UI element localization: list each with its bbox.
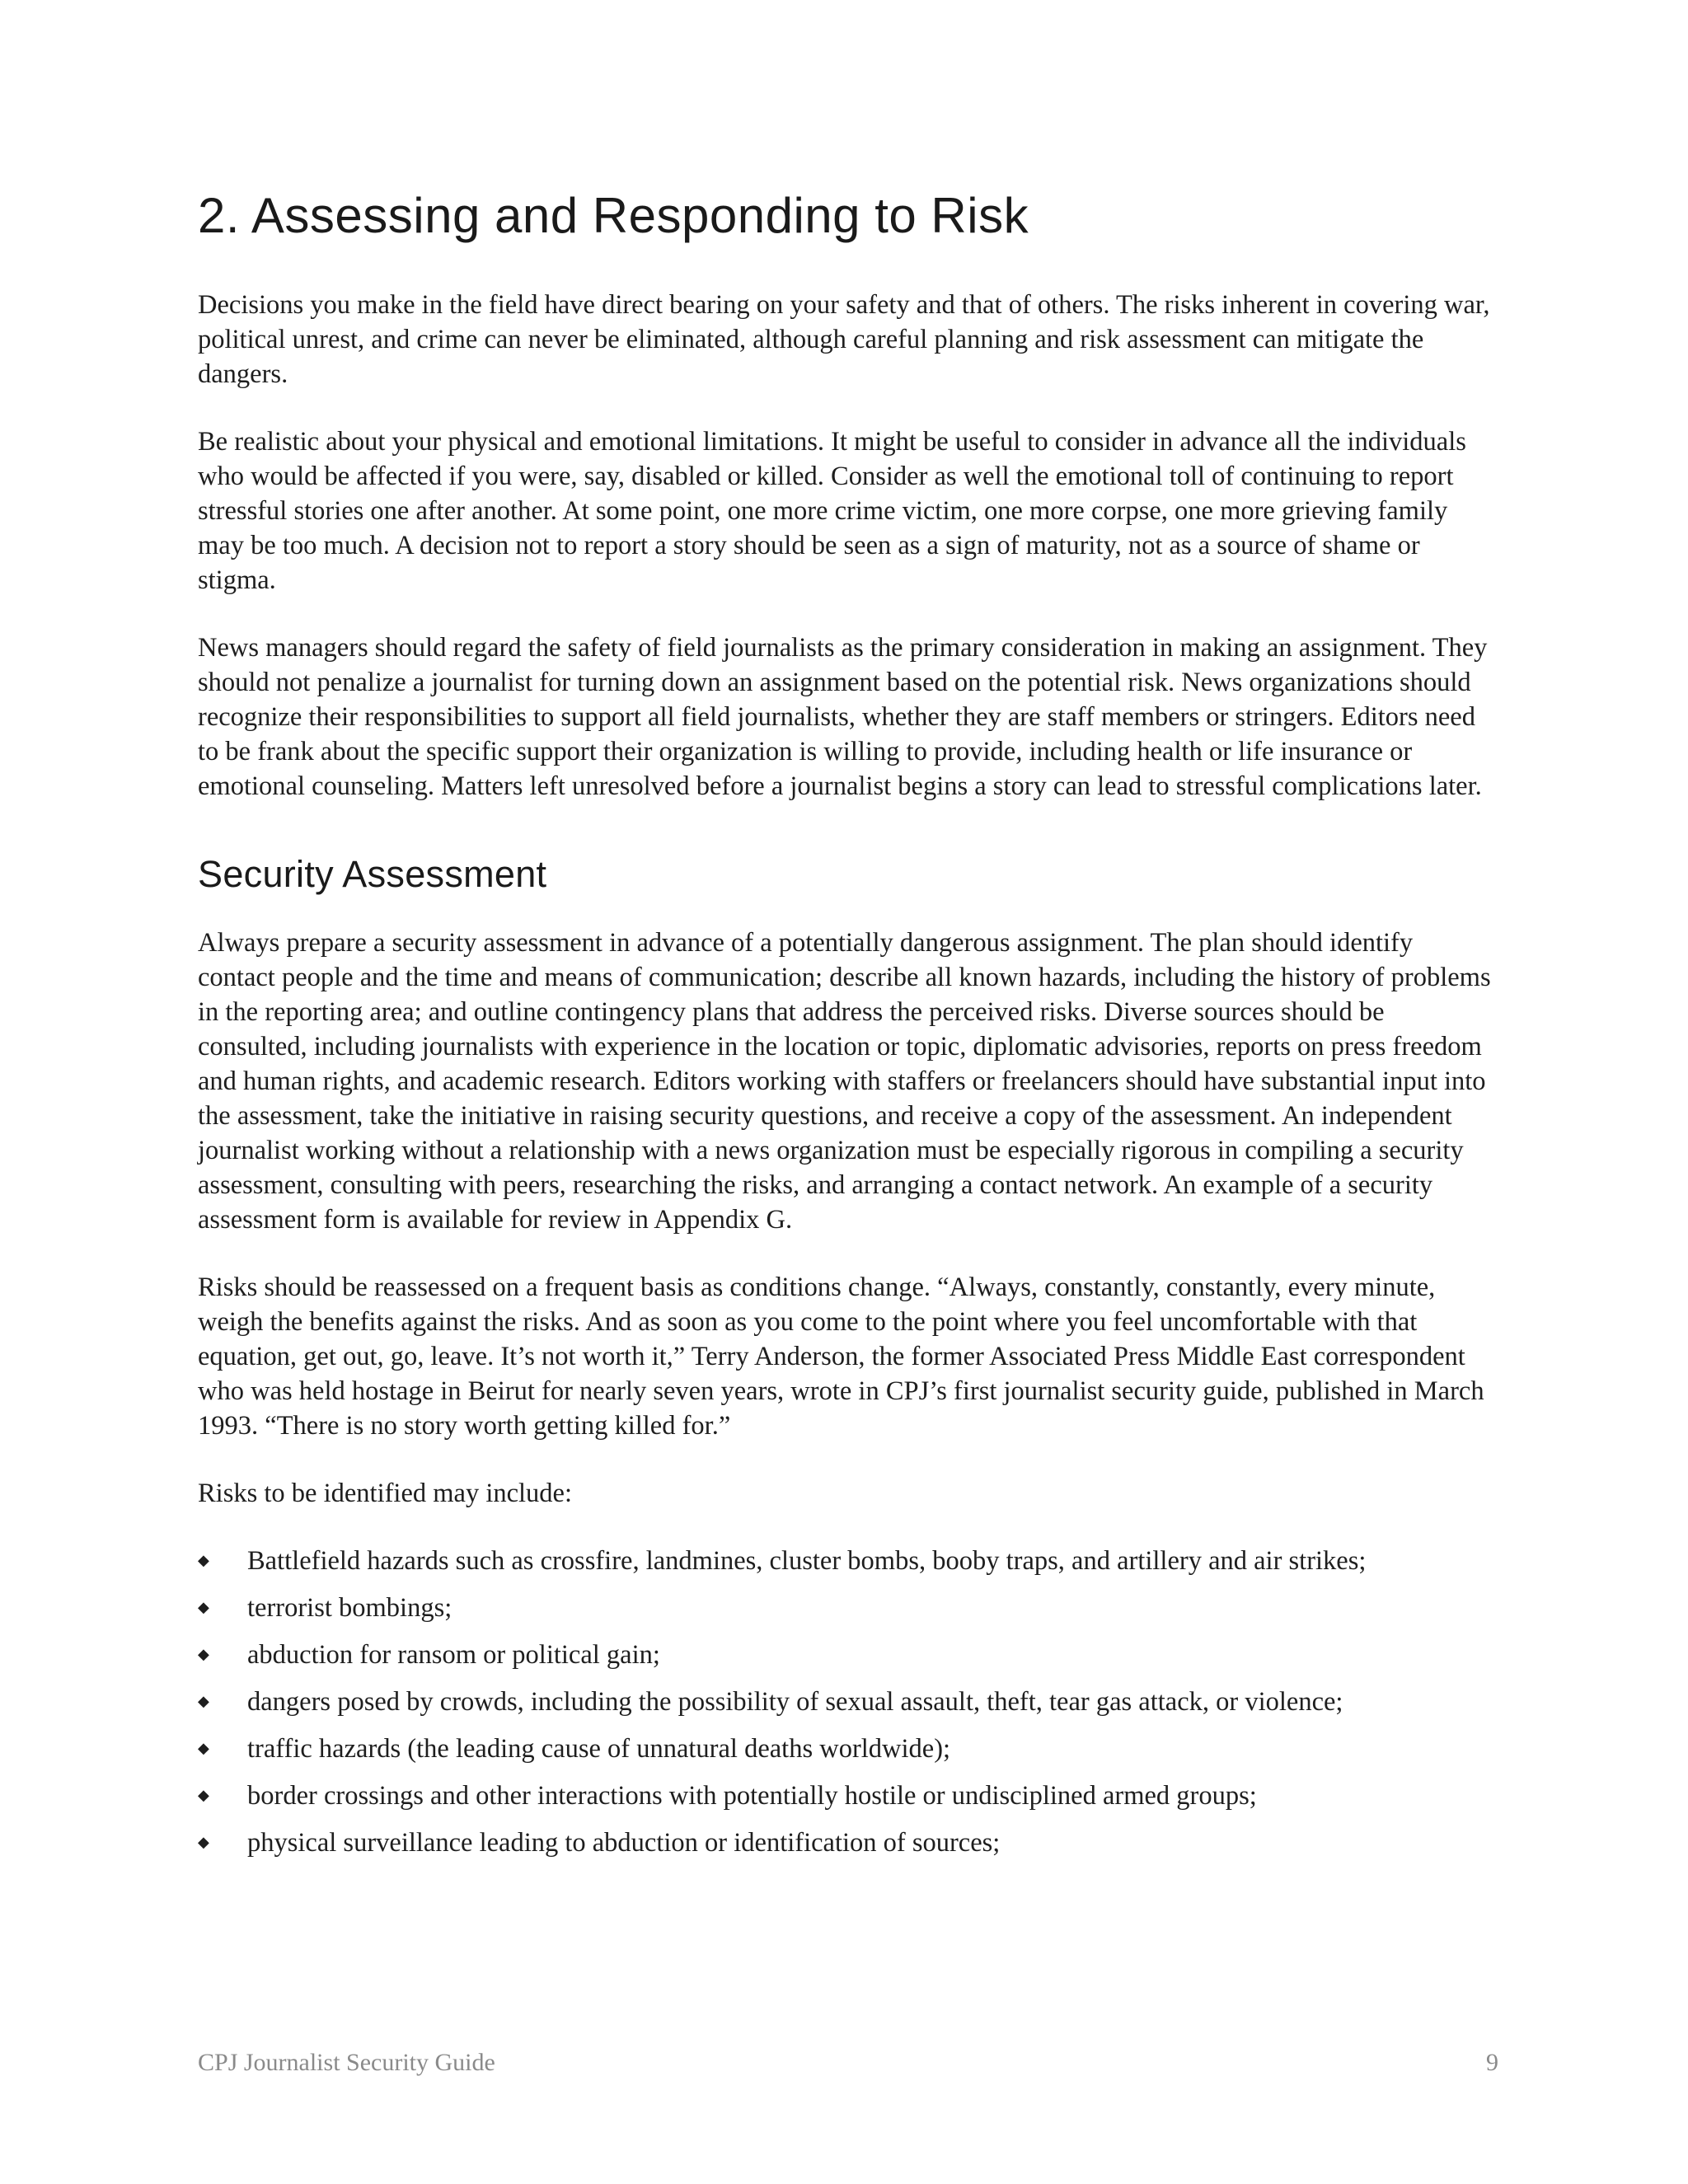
- list-item-text: border crossings and other interactions with potentially hostile or undisciplined armed groups;: [247, 1781, 1257, 1811]
- list-item: [198, 1779, 1496, 1813]
- list-item-text: abduction for ransom or political gain;: [247, 1640, 660, 1670]
- page-content: [198, 185, 1496, 1872]
- bullet-icon: ◆: [198, 1552, 209, 1569]
- footer-guide-title: CPJ Journalist Security Guide: [198, 2049, 495, 2076]
- bullet-icon: ◆: [198, 1693, 209, 1710]
- risk-list: [198, 1544, 1496, 1860]
- footer-page-number: 9: [1486, 2049, 1498, 2076]
- list-item: [198, 1732, 1496, 1766]
- list-item-text: terrorist bombings;: [247, 1593, 452, 1623]
- list-item: [198, 1591, 1496, 1625]
- list-item-text: physical surveillance leading to abduction or identification of sources;: [247, 1828, 1001, 1858]
- list-item-text: traffic hazards (the leading cause of unnatural deaths worldwide);: [247, 1734, 951, 1764]
- list-item-text: Battlefield hazards such as crossfire, landmines, cluster bombs, booby traps, and artillery and air strikes;: [247, 1546, 1367, 1576]
- chapter-title: 2. Assessing and Responding to Risk: [198, 188, 1029, 243]
- bullet-icon: ◆: [198, 1740, 209, 1757]
- intro-paragraph-2: Be realistic about your physical and emotional limitations. It might be useful to consider in advance all the individuals who would be affected if you were, say, disabled or killed. Consider as well the emotional toll of continuing to report stressful stories one after another. At some point, one more crime victim, one more corpse, one more grieving family may be too much. A decision not to report a story should be seen as a sign of maturity, not as a source of shame or stigma.: [198, 427, 1466, 595]
- risks-intro: Risks to be identified may include:: [198, 1479, 573, 1508]
- section-paragraph-1: Always prepare a security assessment in advance of a potentially dangerous assignment. The plan should identify contact people and the time and means of communication; describe all known hazards, including the history of problems in the reporting area; and outline contingency plans that address the perceived risks. Diverse sources should be consulted, including journalists with experience in the location or topic, diplomatic advisories, reports on press freedom and human rights, and academic research. Editors working with staffers or freelancers should have substantial input into the assessment, take the initiative in raising security questions, and receive a copy of the assessment. An independent journalist working without a relationship with a news organization must be especially rigorous in compiling a security assessment, consulting with peers, researching the risks, and arranging a contact network. An example of a security assessment form is available for review in Appendix G.: [198, 928, 1491, 1235]
- list-item: [198, 1544, 1496, 1578]
- intro-paragraph-3: News managers should regard the safety of field journalists as the primary consideration in making an assignment. They should not penalize a journalist for turning down an assignment based on the potential risk. News organizations should recognize their responsibilities to support all field journalists, whether they are staff members or stringers. Editors need to be frank about the specific support their organization is willing to provide, including health or life insurance or emotional counseling. Matters left unresolved before a journalist begins a story can lead to stressful complications later.: [198, 633, 1488, 801]
- bullet-icon: ◆: [198, 1599, 209, 1616]
- bullet-icon: ◆: [198, 1834, 209, 1851]
- intro-paragraph-1: Decisions you make in the field have direct bearing on your safety and that of others. The risks inherent in covering war, political unrest, and crime can never be eliminated, although careful planning and risk assessment can mitigate the dangers.: [198, 290, 1490, 389]
- list-item: [198, 1638, 1496, 1672]
- section-title: Security Assessment: [198, 853, 547, 895]
- bullet-icon: ◆: [198, 1787, 209, 1804]
- section-paragraph-2: Risks should be reassessed on a frequent basis as conditions change. “Always, constantly, constantly, every minute, weigh the benefits against the risks. And as soon as you come to the point where you feel uncomfortable with that equation, get out, go, leave. It’s not worth it,” Terry Anderson, the former Associated Press Middle East correspondent who was held hostage in Beirut for nearly seven years, wrote in CPJ’s first journalist security guide, published in March 1993. “There is no story worth getting killed for.”: [198, 1272, 1484, 1441]
- bullet-icon: ◆: [198, 1646, 209, 1663]
- list-item: [198, 1685, 1496, 1719]
- list-item: [198, 1825, 1496, 1860]
- list-item-text: dangers posed by crowds, including the possibility of sexual assault, theft, tear gas attack, or violence;: [247, 1687, 1343, 1717]
